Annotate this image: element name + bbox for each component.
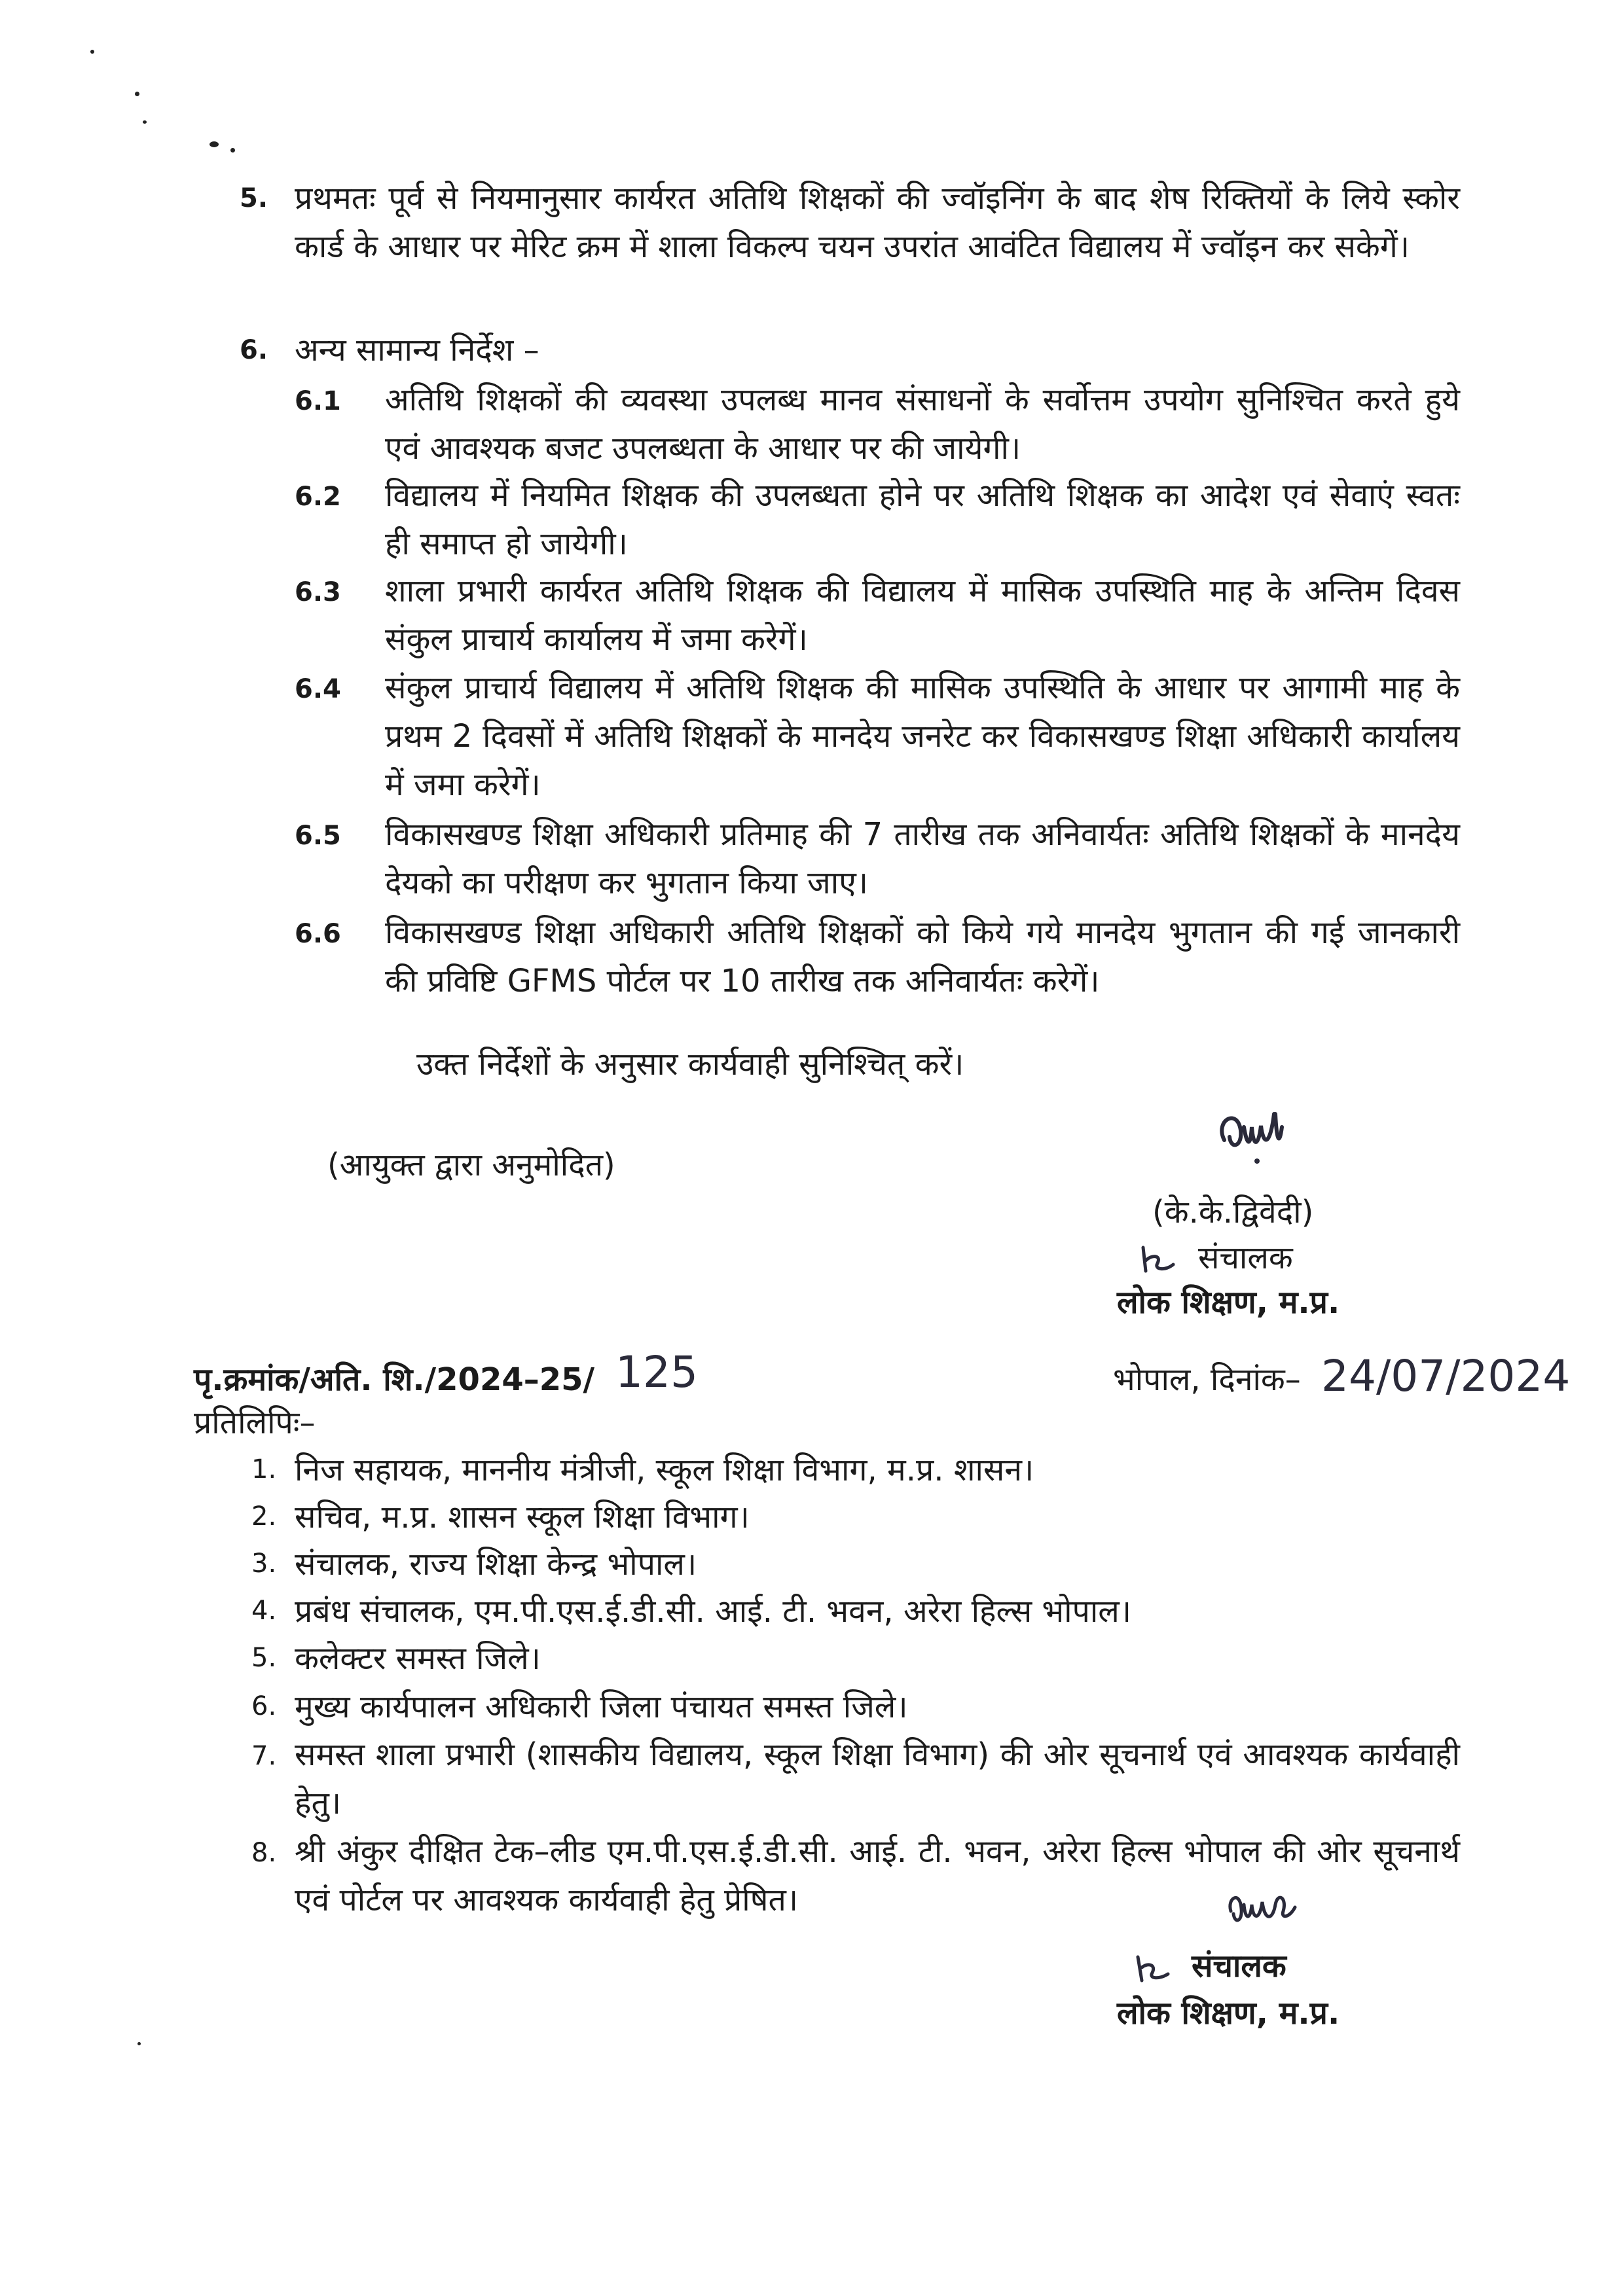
section-heading: अन्य सामान्य निर्देश – — [295, 332, 539, 368]
copy-number: 3. — [251, 1549, 277, 1579]
copy-recipient: संचालक, राज्य शिक्षा केन्द्र भोपाल। — [295, 1546, 697, 1583]
copy-number: 7. — [251, 1741, 277, 1771]
copy-number: 2. — [251, 1501, 277, 1532]
copy-number: 1. — [251, 1454, 277, 1484]
copy-recipient: निज सहायक, माननीय मंत्रीजी, स्कूल शिक्षा विभाग, म.प्र. शासन। — [295, 1452, 1034, 1488]
signature-2 — [1224, 1885, 1303, 1937]
scan-speck — [135, 92, 139, 96]
copy-recipient: श्री अंकुर दीक्षित टेक–लीड एम.पी.एस.ई.डी.सी. आई. टी. भवन, अरेरा हिल्स भोपाल की ओर सूचनार्थ एवं पोर्टल पर आवश्यक कार्यवाही हेतु प्रेषित। — [295, 1833, 1460, 1918]
subitem-number: 6.3 — [295, 577, 341, 607]
scan-speck — [137, 2042, 141, 2045]
reference-prefix: पृ.क्रमांक/अति. शि./2024–25/ — [194, 1361, 595, 1398]
signatory-office: लोक शिक्षण, म.प्र. — [1117, 1995, 1340, 2032]
subitem-text: विद्यालय में नियमित शिक्षक की उपलब्धता होने पर अतिथि शिक्षक का आदेश एवं सेवाएं स्वतः ही समाप्त हो जायेगी। — [385, 477, 1460, 562]
copy-number: 4. — [251, 1596, 277, 1626]
place-date-label: भोपाल, दिनांक– — [1113, 1361, 1301, 1398]
copy-recipient: मुख्य कार्यपालन अधिकारी जिला पंचायत समस्त जिले। — [295, 1689, 908, 1725]
subitem-text: विकासखण्ड शिक्षा अधिकारी प्रतिमाह की 7 तारीख तक अनिवार्यतः अतिथि शिक्षकों के मानदेय देयको का परीक्षण कर भुगतान किया जाए। — [385, 816, 1460, 901]
subitem-text: शाला प्रभारी कार्यरत अतिथि शिक्षक की विद्यालय में मासिक उपस्थिति माह के अन्तिम दिवस संकुल प्राचार्य कार्यालय में जमा करेगें। — [385, 573, 1460, 658]
subitem-number: 6.6 — [295, 919, 341, 949]
subitem-text: अतिथि शिक्षकों की व्यवस्था उपलब्ध मानव संसाधनों के सर्वोत्तम उपयोग सुनिश्चित करते हुये एवं आवश्यक बजट उपलब्धता के आधार पर की जायेगी। — [385, 382, 1460, 467]
copy-number: 6. — [251, 1691, 277, 1721]
copy-recipient: सचिव, म.प्र. शासन स्कूल शिक्षा विभाग। — [295, 1499, 750, 1535]
copy-number: 5. — [251, 1643, 277, 1673]
subitem-number: 6.1 — [295, 386, 341, 416]
subitem-number: 6.5 — [295, 821, 341, 851]
signatory-office: लोक शिक्षण, म.प्र. — [1117, 1284, 1340, 1321]
initial-mark — [1133, 1949, 1172, 1986]
subitem-text: संकुल प्राचार्य विद्यालय में अतिथि शिक्षक की मासिक उपस्थिति के आधार पर आगामी माह के प्रथम 2 दिवसों में अतिथि शिक्षकों के मानदेय जनरेट कर विकासखण्ड शिक्षा अधिकारी कार्यालय में जमा करेगें। — [385, 670, 1460, 803]
scan-speck — [143, 120, 147, 124]
copy-recipient: समस्त शाला प्रभारी (शासकीय विद्यालय, स्कूल शिक्षा विभाग) की ओर सूचनार्थ एवं आवश्यक कार्यवाही हेतु। — [295, 1736, 1460, 1821]
item-number: 6. — [240, 335, 268, 365]
signatory-name: (के.के.द्विवेदी) — [1152, 1194, 1314, 1230]
copy-to-label: प्रतिलिपिः– — [194, 1405, 316, 1441]
item-text: प्रथमतः पूर्व से नियमानुसार कार्यरत अतिथि शिक्षकों की ज्वॉइनिंग के बाद शेष रिक्तियों के लिये स्कोर कार्ड के आधार पर मेरिट क्रम में शाला विकल्प चयन उपरांत आवंटित विद्यालय में ज्वॉइन कर सकेगें। — [295, 180, 1460, 265]
approval-note: (आयुक्त द्वारा अनुमोदित) — [327, 1147, 615, 1183]
initial-mark — [1139, 1241, 1178, 1278]
copy-recipient: कलेक्टर समस्त जिले। — [295, 1640, 541, 1677]
subitem-text: विकासखण्ड शिक्षा अधिकारी अतिथि शिक्षकों को किये गये मानदेय भुगतान की गई जानकारी की प्रविष्टि GFMS पोर्टल पर 10 तारीख तक अनिवार्यतः करेगें। — [385, 914, 1460, 999]
signatory-designation: संचालक — [1198, 1240, 1293, 1276]
signatory-designation: संचालक — [1192, 1948, 1286, 1984]
scan-speck — [230, 148, 235, 152]
signature-1 — [1211, 1101, 1303, 1173]
copy-recipient: प्रबंध संचालक, एम.पी.एस.ई.डी.सी. आई. टी. भवन, अरेरा हिल्स भोपाल। — [295, 1593, 1132, 1630]
copy-number: 8. — [251, 1838, 277, 1868]
scan-speck — [90, 50, 94, 54]
subitem-number: 6.2 — [295, 482, 341, 512]
item-number: 5. — [240, 183, 268, 213]
subitem-number: 6.4 — [295, 674, 341, 704]
scan-speck — [210, 141, 219, 147]
closing-instruction: उक्त निर्देशों के अनुसार कार्यवाही सुनिश्चित् करें। — [416, 1046, 964, 1083]
reference-number: 125 — [615, 1347, 698, 1397]
handwritten-date: 24/07/2024 — [1321, 1351, 1571, 1401]
